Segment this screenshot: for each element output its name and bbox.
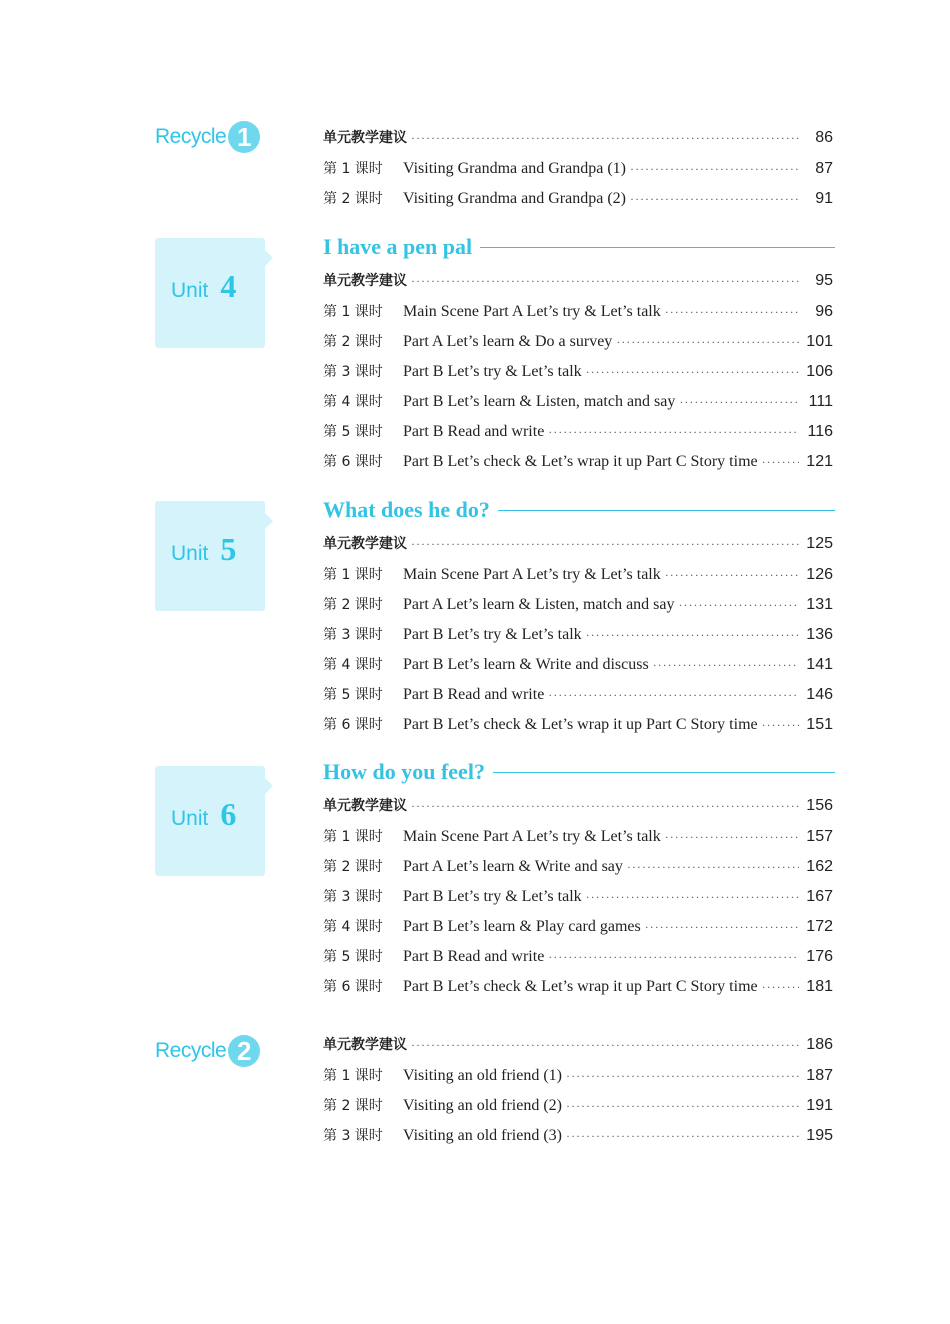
unit-5-title[interactable]: What does he do? [323, 497, 490, 522]
dot-leader [411, 131, 799, 146]
lesson-number: 第 3 课时 [323, 627, 383, 643]
section-heading-label: 单元教学建议 [323, 798, 407, 814]
toc-row[interactable] [323, 391, 833, 417]
toc-row[interactable] [323, 451, 833, 477]
page-number: 186 [806, 1036, 833, 1053]
toc-row[interactable] [323, 856, 833, 882]
dot-leader [411, 537, 799, 552]
dot-leader [665, 568, 799, 583]
toc-row[interactable] [323, 1125, 833, 1151]
lesson-title: Visiting an old friend (2) [403, 1097, 563, 1114]
page-number: 162 [806, 858, 833, 875]
recycle-2-number: 2 [228, 1035, 260, 1067]
unit-4-badge [155, 238, 265, 348]
lesson-title: Part B Read and write [403, 423, 545, 440]
toc-row[interactable] [323, 564, 833, 590]
toc-row[interactable] [323, 886, 833, 912]
toc-row[interactable] [323, 624, 833, 650]
lesson-title: Visiting Grandma and Grandpa (2) [403, 190, 626, 207]
title-divider [493, 772, 835, 773]
dot-leader [665, 830, 799, 845]
page-number: 111 [808, 393, 833, 410]
lesson-title: Visiting Grandma and Grandpa (1) [403, 160, 626, 177]
unit-4-number: 4 [220, 268, 237, 304]
page-number: 116 [807, 423, 833, 440]
dot-leader [586, 365, 799, 380]
dot-leader [762, 980, 799, 995]
recycle-1-word: Recycle [155, 125, 227, 148]
lesson-title: Part B Let’s learn & Write and discuss [403, 656, 649, 673]
dot-leader [630, 162, 799, 177]
unit-4-title-row [323, 234, 835, 260]
lesson-title: Part B Let’s learn & Listen, match and say [403, 393, 676, 410]
lesson-title: Part B Let’s try & Let’s talk [403, 363, 582, 380]
page-number: 87 [815, 160, 833, 177]
title-divider [480, 247, 835, 248]
lesson-title: Visiting an old friend (3) [403, 1127, 563, 1144]
toc-row[interactable] [323, 421, 833, 447]
dot-leader [566, 1099, 799, 1114]
lesson-title: Main Scene Part A Let’s try & Let’s talk [403, 303, 661, 320]
lesson-number: 第 5 课时 [323, 949, 383, 965]
page-number: 131 [806, 596, 833, 613]
toc-row[interactable] [323, 946, 833, 972]
dot-leader [653, 658, 799, 673]
lesson-number: 第 2 课时 [323, 859, 383, 875]
dot-leader [548, 425, 799, 440]
page-number: 125 [806, 535, 833, 552]
page-number: 151 [806, 716, 833, 733]
lesson-number: 第 3 课时 [323, 1128, 383, 1144]
unit-5-title-row [323, 497, 835, 523]
toc-row[interactable] [323, 533, 833, 559]
section-heading-label: 单元教学建议 [323, 130, 407, 146]
toc-row[interactable] [323, 331, 833, 357]
dot-leader [679, 598, 800, 613]
toc-row[interactable] [323, 654, 833, 680]
toc-row[interactable] [323, 1065, 833, 1091]
unit-4-title[interactable]: I have a pen pal [323, 234, 473, 259]
lesson-title: Main Scene Part A Let’s try & Let’s talk [403, 566, 661, 583]
dot-leader [762, 455, 799, 470]
toc-row[interactable] [323, 361, 833, 387]
section-heading-label: 单元教学建议 [323, 1037, 407, 1053]
lesson-number: 第 5 课时 [323, 424, 383, 440]
dot-leader [630, 192, 799, 207]
lesson-title: Part B Let’s check & Let’s wrap it up Part C Story time [403, 453, 758, 470]
unit-6-badge [155, 766, 265, 876]
title-divider [498, 510, 835, 511]
lesson-number: 第 1 课时 [323, 161, 383, 177]
dot-leader [586, 628, 799, 643]
dot-leader [665, 305, 799, 320]
unit-6-title-row [323, 759, 835, 785]
dot-leader [627, 860, 799, 875]
lesson-title: Part A Let’s learn & Listen, match and say [403, 596, 675, 613]
lesson-number: 第 1 课时 [323, 1068, 383, 1084]
lesson-number: 第 1 课时 [323, 567, 383, 583]
lesson-number: 第 2 课时 [323, 334, 383, 350]
recycle-1-badge [155, 121, 260, 153]
recycle-2-badge [155, 1035, 260, 1067]
dot-leader [645, 920, 799, 935]
unit-6-title[interactable]: How do you feel? [323, 759, 485, 784]
lesson-number: 第 4 课时 [323, 394, 383, 410]
lesson-title: Main Scene Part A Let’s try & Let’s talk [403, 828, 661, 845]
page-number: 191 [806, 1097, 833, 1114]
toc-row[interactable] [323, 188, 833, 214]
page-number: 101 [806, 333, 833, 350]
toc-row[interactable] [323, 916, 833, 942]
section-heading-label: 单元教学建议 [323, 273, 407, 289]
dot-leader [616, 335, 799, 350]
page-number: 156 [806, 797, 833, 814]
lesson-number: 第 6 课时 [323, 454, 383, 470]
page-number: 126 [806, 566, 833, 583]
toc-row[interactable] [323, 826, 833, 852]
lesson-number: 第 3 课时 [323, 364, 383, 380]
recycle-2-word: Recycle [155, 1039, 227, 1062]
lesson-number: 第 6 课时 [323, 979, 383, 995]
lesson-title: Part B Let’s check & Let’s wrap it up Part C Story time [403, 716, 758, 733]
lesson-number: 第 2 课时 [323, 1098, 383, 1114]
page-number: 181 [806, 978, 833, 995]
page-number: 146 [806, 686, 833, 703]
page-number: 141 [806, 656, 833, 673]
dot-leader [586, 890, 799, 905]
toc-row[interactable] [323, 301, 833, 327]
toc-row[interactable] [323, 270, 833, 296]
page-number: 95 [815, 272, 833, 289]
lesson-title: Part B Let’s try & Let’s talk [403, 888, 582, 905]
section-heading-label: 单元教学建议 [323, 536, 407, 552]
toc-row[interactable] [323, 976, 833, 1002]
toc-row[interactable] [323, 127, 833, 153]
dot-leader [679, 395, 799, 410]
unit-6-number: 6 [220, 796, 237, 832]
page-number: 172 [806, 918, 833, 935]
recycle-1-number: 1 [228, 121, 260, 153]
toc-row[interactable] [323, 714, 833, 740]
dot-leader [411, 799, 799, 814]
page-number: 121 [806, 453, 833, 470]
page-number: 195 [806, 1127, 833, 1144]
lesson-title: Part A Let’s learn & Write and say [403, 858, 623, 875]
page-number: 157 [806, 828, 833, 845]
unit-4-word: Unit [171, 279, 209, 302]
lesson-number: 第 2 课时 [323, 191, 383, 207]
lesson-title: Part B Let’s check & Let’s wrap it up Part C Story time [403, 978, 758, 995]
unit-5-badge [155, 501, 265, 611]
lesson-title: Part B Read and write [403, 948, 545, 965]
dot-leader [411, 1038, 799, 1053]
page-number: 91 [815, 190, 833, 207]
dot-leader [566, 1069, 799, 1084]
toc-row[interactable] [323, 684, 833, 710]
dot-leader [566, 1129, 799, 1144]
unit-5-number: 5 [220, 531, 237, 567]
toc-row[interactable] [323, 795, 833, 821]
lesson-title: Part A Let’s learn & Do a survey [403, 333, 613, 350]
page-number: 167 [806, 888, 833, 905]
toc-row[interactable] [323, 594, 833, 620]
dot-leader [762, 718, 799, 733]
lesson-number: 第 1 课时 [323, 304, 383, 320]
page-number: 176 [806, 948, 833, 965]
lesson-number: 第 4 课时 [323, 919, 383, 935]
toc-row[interactable] [323, 158, 833, 184]
lesson-number: 第 5 课时 [323, 687, 383, 703]
page-number: 86 [815, 129, 833, 146]
lesson-title: Part B Read and write [403, 686, 545, 703]
toc-row[interactable] [323, 1095, 833, 1121]
lesson-title: Visiting an old friend (1) [403, 1067, 563, 1084]
unit-6-word: Unit [171, 807, 209, 830]
dot-leader [548, 950, 799, 965]
page-number: 96 [815, 303, 833, 320]
dot-leader [548, 688, 799, 703]
lesson-number: 第 2 课时 [323, 597, 383, 613]
lesson-number: 第 1 课时 [323, 829, 383, 845]
page-number: 136 [806, 626, 833, 643]
page-number: 187 [806, 1067, 833, 1084]
toc-row[interactable] [323, 1034, 833, 1060]
unit-5-word: Unit [171, 542, 209, 565]
dot-leader [411, 274, 799, 289]
lesson-number: 第 3 课时 [323, 889, 383, 905]
lesson-title: Part B Let’s learn & Play card games [403, 918, 641, 935]
lesson-number: 第 6 课时 [323, 717, 383, 733]
lesson-number: 第 4 课时 [323, 657, 383, 673]
lesson-title: Part B Let’s try & Let’s talk [403, 626, 582, 643]
page-number: 106 [806, 363, 833, 380]
